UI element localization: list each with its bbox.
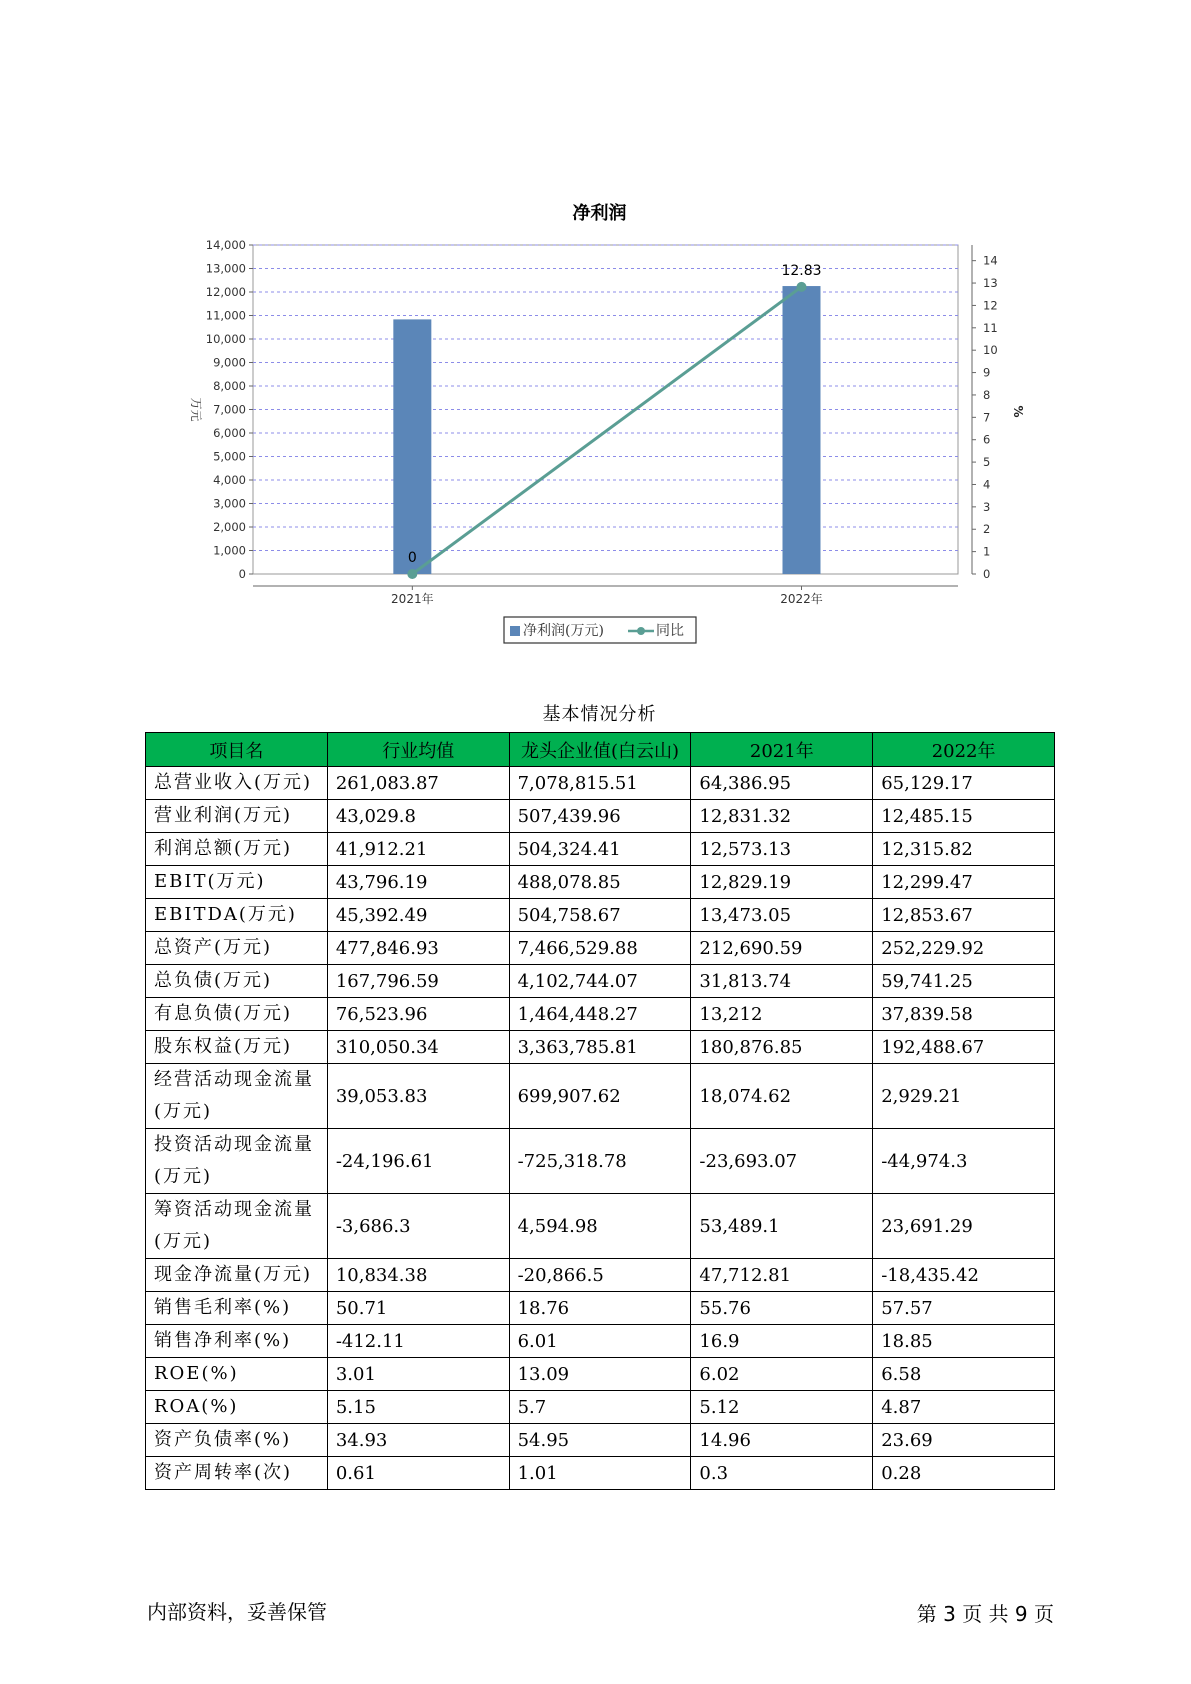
row-item-name: 销售净利率(%)	[146, 1325, 328, 1358]
year-2021-cell: 12,829.19	[691, 866, 873, 899]
left-tick-label: 3,000	[213, 496, 246, 511]
legend-bar-swatch	[510, 626, 520, 636]
right-tick-label: 0	[983, 567, 991, 581]
leader-value-cell: -20,866.5	[509, 1259, 691, 1292]
table-row	[146, 1129, 1055, 1194]
right-tick-label: 13	[983, 276, 998, 291]
leader-value-cell: 6.01	[509, 1325, 691, 1358]
header-item-name: 项目名	[146, 733, 328, 767]
industry-avg-cell: -412.11	[327, 1325, 509, 1358]
industry-avg-cell: 41,912.21	[327, 833, 509, 866]
leader-value-cell: 5.7	[509, 1391, 691, 1424]
table-row	[146, 1064, 1055, 1129]
year-2022-cell: -18,435.42	[873, 1259, 1055, 1292]
left-tick-label: 6,000	[213, 426, 246, 440]
industry-avg-cell: 167,796.59	[327, 965, 509, 998]
year-2022-cell: 65,129.17	[873, 767, 1055, 800]
left-tick-label: 0	[238, 567, 246, 581]
leader-value-cell: 3,363,785.81	[509, 1031, 691, 1064]
industry-avg-cell: -3,686.3	[327, 1194, 509, 1259]
yoy-point	[796, 282, 806, 292]
row-item-name: 有息负债(万元)	[146, 998, 328, 1031]
legend-bar-label: 净利润(万元)	[523, 623, 604, 639]
left-tick-label: 4,000	[213, 473, 246, 487]
industry-avg-cell: 45,392.49	[327, 899, 509, 932]
industry-avg-cell: 34.93	[327, 1424, 509, 1457]
leader-value-cell: 4,102,744.07	[509, 965, 691, 998]
right-tick-label: 4	[983, 477, 991, 492]
industry-avg-cell: 43,029.8	[327, 800, 509, 833]
year-2022-cell: 23.69	[873, 1424, 1055, 1457]
row-item-name: 总资产(万元)	[146, 932, 328, 965]
year-2021-cell: 47,712.81	[691, 1259, 873, 1292]
yoy-point	[407, 569, 417, 579]
left-tick-label: 12,000	[205, 285, 246, 299]
left-tick-label: 14,000	[205, 238, 246, 252]
year-2022-cell: -44,974.3	[873, 1129, 1055, 1194]
year-2022-cell: 252,229.92	[873, 932, 1055, 965]
industry-avg-cell: 261,083.87	[327, 767, 509, 800]
right-tick-label: 11	[983, 320, 998, 335]
leader-value-cell: 504,758.67	[509, 899, 691, 932]
year-2022-cell: 59,741.25	[873, 965, 1055, 998]
row-item-name: 现金净流量(万元)	[146, 1259, 328, 1292]
row-item-name: 资产周转率(次)	[146, 1457, 328, 1490]
y-axis-right-label: %	[1011, 405, 1025, 418]
year-2022-cell: 12,299.47	[873, 866, 1055, 899]
leader-value-cell: 13.09	[509, 1358, 691, 1391]
row-item-name: 营业利润(万元)	[146, 800, 328, 833]
table-row	[146, 965, 1055, 998]
left-tick-label: 5,000	[213, 449, 246, 464]
year-2022-cell: 12,853.67	[873, 899, 1055, 932]
row-item-name: 筹资活动现金流量(万元)	[146, 1194, 328, 1259]
table-row	[146, 833, 1055, 866]
year-2022-cell: 0.28	[873, 1457, 1055, 1490]
leader-value-cell: 7,466,529.88	[509, 932, 691, 965]
right-tick-label: 3	[983, 499, 991, 514]
y-axis-left-label: 万元	[189, 397, 203, 422]
year-2022-cell: 192,488.67	[873, 1031, 1055, 1064]
year-2021-cell: 16.9	[691, 1325, 873, 1358]
chart-canvas	[0, 0, 1191, 660]
left-tick-label: 10,000	[205, 332, 246, 346]
row-item-name: 投资活动现金流量(万元)	[146, 1129, 328, 1194]
table-row	[146, 899, 1055, 932]
bar-2021	[393, 319, 431, 574]
yoy-data-label: 0	[407, 550, 417, 566]
table-row	[146, 1292, 1055, 1325]
year-2021-cell: 64,386.95	[691, 767, 873, 800]
table-header-row	[146, 733, 1055, 767]
table-row	[146, 932, 1055, 965]
leader-value-cell: 18.76	[509, 1292, 691, 1325]
industry-avg-cell: 5.15	[327, 1391, 509, 1424]
year-2021-cell: 12,573.13	[691, 833, 873, 866]
year-2021-cell: 212,690.59	[691, 932, 873, 965]
chart-title: 净利润	[572, 203, 627, 224]
right-tick-label: 9	[983, 365, 991, 380]
left-tick-label: 11,000	[205, 308, 246, 323]
row-item-name: ROA(%)	[146, 1391, 328, 1424]
table-caption: 基本情况分析	[542, 704, 657, 725]
table-row	[146, 800, 1055, 833]
yoy-data-label: 12.83	[781, 262, 822, 279]
year-2021-cell: 53,489.1	[691, 1194, 873, 1259]
year-2022-cell: 4.87	[873, 1391, 1055, 1424]
industry-avg-cell: 43,796.19	[327, 866, 509, 899]
leader-value-cell: 7,078,815.51	[509, 767, 691, 800]
left-tick-label: 2,000	[213, 520, 246, 534]
industry-avg-cell: 3.01	[327, 1358, 509, 1391]
right-tick-label: 6	[983, 432, 991, 447]
table-row	[146, 1194, 1055, 1259]
table-row	[146, 1031, 1055, 1064]
table-row	[146, 866, 1055, 899]
industry-avg-cell: 310,050.34	[327, 1031, 509, 1064]
year-2021-cell: 13,212	[691, 998, 873, 1031]
row-item-name: ROE(%)	[146, 1358, 328, 1391]
industry-avg-cell: 0.61	[327, 1457, 509, 1490]
year-2021-cell: -23,693.07	[691, 1129, 873, 1194]
row-item-name: 销售毛利率(%)	[146, 1292, 328, 1325]
industry-avg-cell: 76,523.96	[327, 998, 509, 1031]
year-2021-cell: 6.02	[691, 1358, 873, 1391]
industry-avg-cell: -24,196.61	[327, 1129, 509, 1194]
left-tick-label: 9,000	[213, 355, 246, 370]
row-item-name: 资产负债率(%)	[146, 1424, 328, 1457]
right-tick-label: 10	[983, 343, 998, 358]
industry-avg-cell: 477,846.93	[327, 932, 509, 965]
year-2021-cell: 180,876.85	[691, 1031, 873, 1064]
right-tick-label: 7	[983, 410, 991, 425]
table-row	[146, 767, 1055, 800]
year-2022-cell: 18.85	[873, 1325, 1055, 1358]
row-item-name: 经营活动现金流量(万元)	[146, 1064, 328, 1129]
table-row	[146, 1358, 1055, 1391]
year-2022-cell: 23,691.29	[873, 1194, 1055, 1259]
right-tick-label: 1	[983, 544, 991, 559]
year-2021-cell: 31,813.74	[691, 965, 873, 998]
header-leader-value: 龙头企业值(白云山)	[509, 733, 691, 767]
leader-value-cell: 504,324.41	[509, 833, 691, 866]
row-item-name: 利润总额(万元)	[146, 833, 328, 866]
leader-value-cell: 4,594.98	[509, 1194, 691, 1259]
year-2021-cell: 5.12	[691, 1391, 873, 1424]
row-item-name: 总负债(万元)	[146, 965, 328, 998]
year-2022-cell: 12,315.82	[873, 833, 1055, 866]
table-row	[146, 1391, 1055, 1424]
year-2022-cell: 37,839.58	[873, 998, 1055, 1031]
left-tick-label: 8,000	[213, 379, 246, 393]
leader-value-cell: 1.01	[509, 1457, 691, 1490]
header-2022: 2022年	[873, 733, 1055, 767]
row-item-name: 总营业收入(万元)	[146, 767, 328, 800]
table-row	[146, 1259, 1055, 1292]
leader-value-cell: 1,464,448.27	[509, 998, 691, 1031]
plot-area	[253, 245, 958, 574]
right-tick-label: 2	[983, 522, 991, 537]
row-item-name: 股东权益(万元)	[146, 1031, 328, 1064]
year-2021-cell: 18,074.62	[691, 1064, 873, 1129]
header-industry-avg: 行业均值	[327, 733, 509, 767]
leader-value-cell: 488,078.85	[509, 866, 691, 899]
right-tick-label: 14	[983, 253, 998, 268]
left-tick-label: 7,000	[213, 402, 246, 417]
header-2021: 2021年	[691, 733, 873, 767]
leader-value-cell: 54.95	[509, 1424, 691, 1457]
table-row	[146, 1457, 1055, 1490]
leader-value-cell: 699,907.62	[509, 1064, 691, 1129]
legend-line-marker	[637, 627, 645, 635]
net-profit-chart	[0, 0, 1191, 660]
year-2021-cell: 55.76	[691, 1292, 873, 1325]
year-2022-cell: 12,485.15	[873, 800, 1055, 833]
footer-page-number: 第 3 页 共 9 页	[916, 1602, 1054, 1626]
x-tick-label: 2021年	[391, 592, 434, 606]
industry-avg-cell: 39,053.83	[327, 1064, 509, 1129]
year-2021-cell: 12,831.32	[691, 800, 873, 833]
right-tick-label: 5	[983, 455, 991, 470]
row-item-name: EBIT(万元)	[146, 866, 328, 899]
right-tick-label: 12	[983, 298, 998, 313]
year-2021-cell: 14.96	[691, 1424, 873, 1457]
left-tick-label: 13,000	[205, 261, 246, 276]
year-2021-cell: 13,473.05	[691, 899, 873, 932]
table-row	[146, 1424, 1055, 1457]
year-2022-cell: 2,929.21	[873, 1064, 1055, 1129]
year-2022-cell: 6.58	[873, 1358, 1055, 1391]
x-tick-label: 2022年	[780, 592, 823, 606]
year-2021-cell: 0.3	[691, 1457, 873, 1490]
right-tick-label: 8	[983, 387, 991, 402]
row-item-name: EBITDA(万元)	[146, 899, 328, 932]
table-row	[146, 998, 1055, 1031]
left-tick-label: 1,000	[213, 543, 246, 558]
industry-avg-cell: 50.71	[327, 1292, 509, 1325]
table-row	[146, 1325, 1055, 1358]
leader-value-cell: 507,439.96	[509, 800, 691, 833]
leader-value-cell: -725,318.78	[509, 1129, 691, 1194]
bar-2022	[782, 286, 820, 574]
legend-line-label: 同比	[656, 623, 684, 639]
footer-confidential-note: 内部资料，妥善保管	[147, 1600, 327, 1624]
industry-avg-cell: 10,834.38	[327, 1259, 509, 1292]
analysis-table	[145, 732, 1055, 1490]
year-2022-cell: 57.57	[873, 1292, 1055, 1325]
